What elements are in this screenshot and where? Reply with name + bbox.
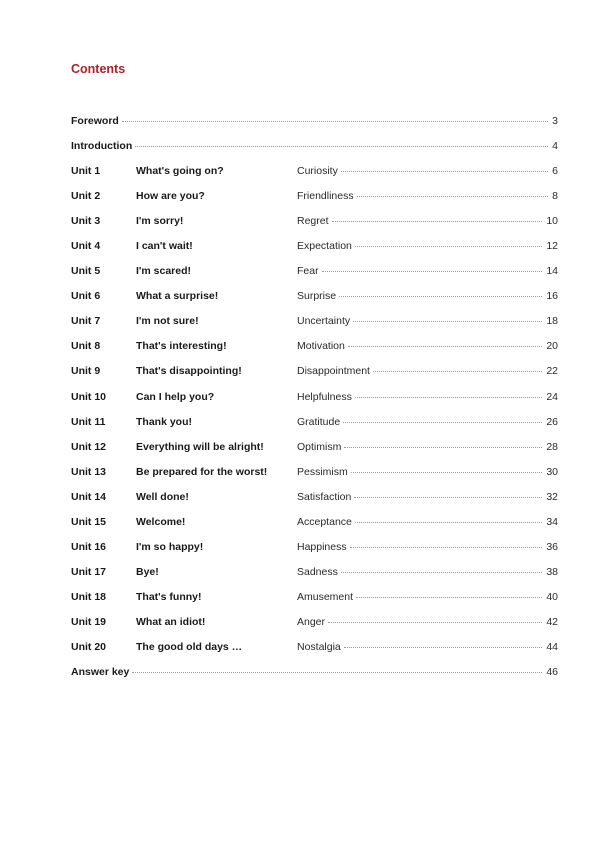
unit-number: Unit 2: [71, 190, 101, 203]
toc-unit-row[interactable]: [71, 188, 558, 213]
toc-entry-line: [71, 140, 558, 152]
unit-theme: Happiness: [297, 540, 347, 553]
toc-page-number: 44: [546, 640, 558, 653]
unit-number: Unit 14: [71, 490, 107, 503]
dot-leader: [355, 522, 542, 523]
unit-theme-line: [297, 240, 558, 252]
dot-leader: [348, 346, 542, 347]
toc-page-number: 38: [546, 565, 558, 578]
unit-title: What a surprise!: [136, 290, 219, 303]
unit-number: Unit 3: [71, 215, 101, 228]
toc-unit-row[interactable]: [71, 213, 558, 238]
unit-theme-line: [297, 441, 558, 453]
unit-title: Be prepared for the worst!: [136, 465, 268, 478]
unit-title: How are you?: [136, 190, 205, 203]
dot-leader: [355, 397, 542, 398]
unit-theme-line: [297, 491, 558, 503]
toc-page-number: 24: [546, 390, 558, 403]
unit-title: That's disappointing!: [136, 365, 242, 378]
unit-title: Welcome!: [136, 515, 186, 528]
unit-theme-line: [297, 591, 558, 603]
toc-unit-row[interactable]: [71, 163, 558, 188]
unit-title: I can't wait!: [136, 240, 193, 253]
dot-leader: [343, 422, 542, 423]
unit-title: I'm sorry!: [136, 215, 184, 228]
unit-number: Unit 8: [71, 340, 101, 353]
toc-unit-row[interactable]: [71, 564, 558, 589]
dot-leader: [132, 672, 542, 673]
toc-unit-row[interactable]: [71, 414, 558, 439]
unit-theme-line: [297, 265, 558, 277]
unit-title: Thank you!: [136, 415, 193, 428]
toc-page-number: 26: [546, 415, 558, 428]
unit-theme: Fear: [297, 265, 319, 278]
toc-front-matter: [71, 113, 558, 163]
toc-unit-row[interactable]: [71, 363, 558, 388]
dot-leader: [341, 572, 542, 573]
toc-page-number: 12: [546, 240, 558, 253]
unit-number: Unit 18: [71, 590, 107, 603]
toc-entry[interactable]: [71, 138, 558, 163]
toc-unit-row[interactable]: [71, 464, 558, 489]
unit-theme-line: [297, 541, 558, 553]
toc-page-number: 46: [546, 666, 558, 679]
toc-page-number: 28: [546, 440, 558, 453]
unit-theme-line: [297, 340, 558, 352]
toc-unit-row[interactable]: [71, 614, 558, 639]
toc-page-number: 20: [546, 340, 558, 353]
dot-leader: [357, 196, 549, 197]
toc-page-number: 30: [546, 465, 558, 478]
toc-unit-row[interactable]: [71, 639, 558, 664]
unit-title: That's funny!: [136, 590, 202, 603]
unit-number: Unit 12: [71, 440, 107, 453]
dot-leader: [353, 321, 542, 322]
dot-leader: [355, 246, 542, 247]
dot-leader: [356, 597, 542, 598]
toc-page-number: 18: [546, 315, 558, 328]
unit-number: Unit 15: [71, 515, 107, 528]
unit-theme: Anger: [297, 615, 326, 628]
toc-unit-row[interactable]: [71, 288, 558, 313]
unit-theme: Pessimism: [297, 465, 348, 478]
toc-unit-row[interactable]: [71, 589, 558, 614]
dot-leader: [332, 221, 543, 222]
unit-title: What's going on?: [136, 165, 224, 178]
toc-page-number: 6: [552, 165, 558, 178]
toc-entry[interactable]: [71, 664, 558, 689]
unit-theme-line: [297, 190, 558, 202]
unit-theme: Expectation: [297, 240, 352, 253]
toc-unit-row[interactable]: [71, 263, 558, 288]
unit-number: Unit 9: [71, 365, 101, 378]
toc-page-number: 32: [546, 490, 558, 503]
toc-entry[interactable]: [71, 113, 558, 138]
table-of-contents: [71, 113, 558, 689]
dot-leader: [328, 622, 542, 623]
unit-theme-line: [297, 365, 558, 377]
toc-unit-row[interactable]: [71, 489, 558, 514]
unit-number: Unit 4: [71, 240, 101, 253]
toc-page-number: 10: [546, 215, 558, 228]
toc-unit-row[interactable]: [71, 238, 558, 263]
toc-units: [71, 163, 558, 664]
unit-number: Unit 16: [71, 540, 107, 553]
dot-leader: [350, 547, 543, 548]
toc-page-number: 42: [546, 615, 558, 628]
toc-unit-row[interactable]: [71, 313, 558, 338]
dot-leader: [344, 447, 542, 448]
unit-number: Unit 20: [71, 640, 107, 653]
unit-theme: Nostalgia: [297, 640, 341, 653]
unit-number: Unit 5: [71, 265, 101, 278]
unit-theme: Sadness: [297, 565, 338, 578]
unit-theme: Gratitude: [297, 415, 341, 428]
dot-leader: [351, 472, 543, 473]
unit-number: Unit 11: [71, 415, 106, 428]
unit-number: Unit 19: [71, 615, 107, 628]
unit-title: Everything will be alright!: [136, 440, 264, 453]
dot-leader: [344, 647, 543, 648]
toc-page-number: 22: [546, 365, 558, 378]
toc-page-number: 3: [552, 115, 558, 127]
toc-entry-label: Foreword: [71, 115, 119, 127]
unit-number: Unit 10: [71, 390, 107, 403]
toc-unit-row[interactable]: [71, 439, 558, 464]
unit-theme-line: [297, 165, 558, 177]
dot-leader: [354, 497, 542, 498]
toc-page-number: 36: [546, 540, 558, 553]
unit-title: Bye!: [136, 565, 159, 578]
toc-entry-label: Introduction: [71, 140, 133, 153]
toc-unit-row[interactable]: [71, 514, 558, 539]
unit-title: What an idiot!: [136, 615, 206, 628]
unit-title: The good old days …: [136, 640, 243, 653]
unit-number: Unit 17: [71, 565, 107, 578]
toc-entry-label: Answer key: [71, 666, 130, 679]
toc-entry-line: [71, 115, 558, 127]
dot-leader: [339, 296, 542, 297]
toc-back-matter: [71, 664, 558, 689]
unit-title: Can I help you?: [136, 390, 215, 403]
unit-theme: Acceptance: [297, 515, 352, 528]
page-title: Contents: [71, 62, 126, 76]
unit-theme-line: [297, 641, 558, 653]
unit-theme: Regret: [297, 215, 329, 228]
dot-leader: [135, 146, 548, 147]
unit-title: Well done!: [136, 490, 189, 503]
toc-page-number: 40: [546, 590, 558, 603]
unit-theme: Curiosity: [297, 165, 338, 178]
unit-theme-line: [297, 466, 558, 478]
unit-theme: Surprise: [297, 290, 337, 303]
unit-theme-line: [297, 616, 558, 628]
toc-page-number: 16: [546, 290, 558, 303]
toc-entry-line: [71, 666, 558, 678]
toc-unit-row[interactable]: [71, 338, 558, 363]
dot-leader: [122, 121, 548, 122]
dot-leader: [322, 271, 543, 272]
unit-title: I'm so happy!: [136, 540, 204, 553]
unit-theme: Helpfulness: [297, 390, 352, 403]
unit-theme-line: [297, 516, 558, 528]
unit-number: Unit 7: [71, 315, 101, 328]
toc-unit-row[interactable]: [71, 539, 558, 564]
unit-theme: Disappointment: [297, 365, 370, 378]
unit-number: Unit 13: [71, 465, 107, 478]
unit-theme: Optimism: [297, 440, 342, 453]
toc-page-number: 4: [552, 140, 558, 153]
unit-theme-line: [297, 290, 558, 302]
unit-title: I'm scared!: [136, 265, 192, 278]
unit-title: That's interesting!: [136, 340, 227, 353]
dot-leader: [373, 371, 542, 372]
unit-theme-line: [297, 416, 558, 428]
unit-theme-line: [297, 315, 558, 327]
unit-number: Unit 1: [71, 165, 101, 178]
unit-number: Unit 6: [71, 290, 101, 303]
unit-theme: Satisfaction: [297, 490, 352, 503]
unit-theme-line: [297, 391, 558, 403]
toc-page-number: 14: [546, 265, 558, 278]
toc-page-number: 8: [552, 190, 558, 203]
toc-page-number: 34: [546, 515, 558, 528]
unit-theme: Uncertainty: [297, 315, 351, 328]
unit-title: I'm not sure!: [136, 315, 199, 328]
toc-unit-row[interactable]: [71, 389, 558, 414]
unit-theme: Friendliness: [297, 190, 354, 203]
dot-leader: [341, 171, 548, 172]
unit-theme-line: [297, 215, 558, 227]
unit-theme: Motivation: [297, 340, 345, 353]
unit-theme-line: [297, 566, 558, 578]
unit-theme: Amusement: [297, 590, 354, 603]
